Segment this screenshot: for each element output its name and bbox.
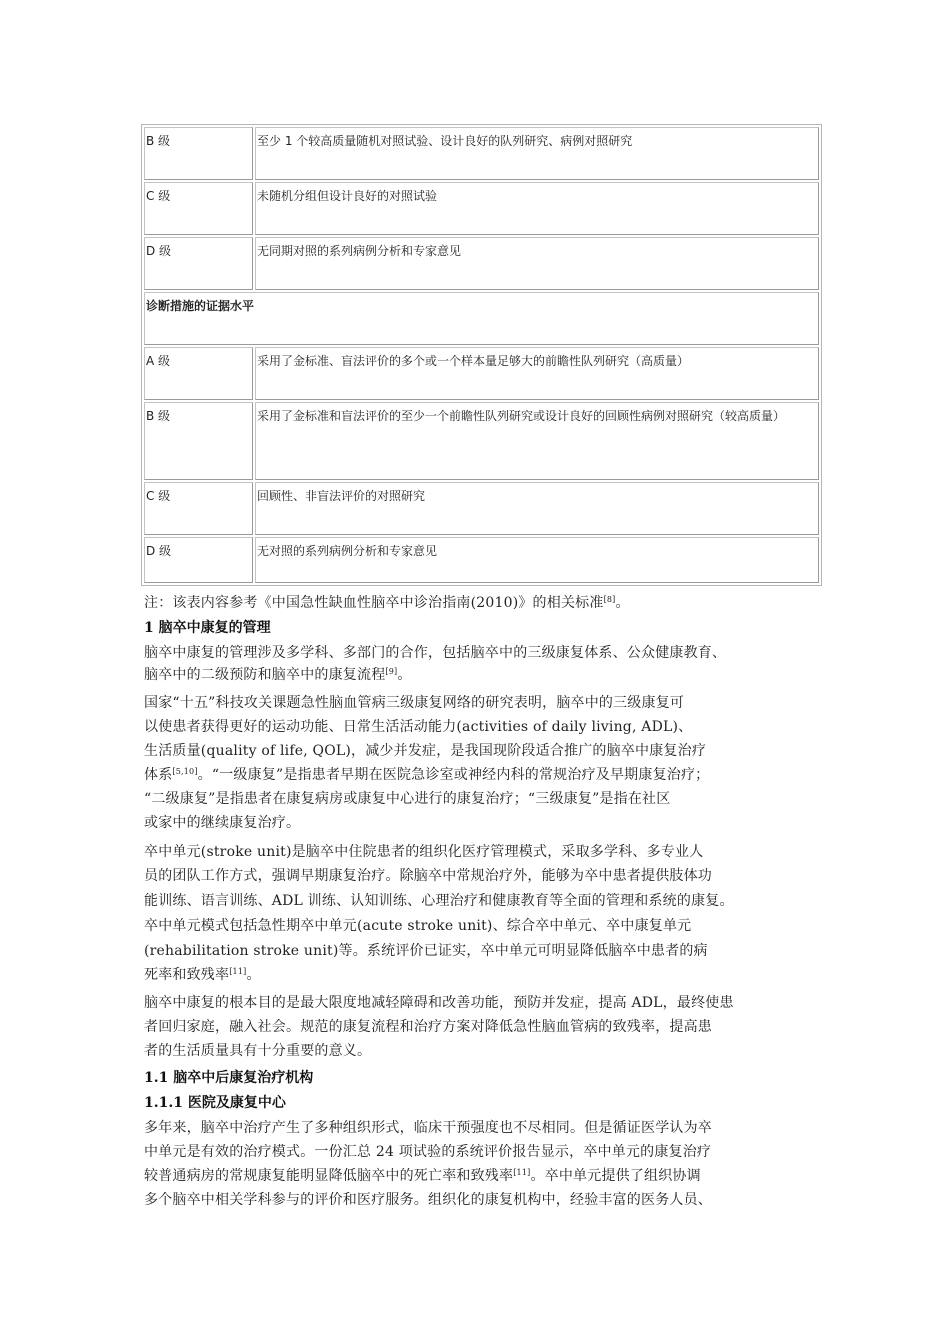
description-cell: 无同期对照的系列病例分析和专家意见	[257, 244, 462, 258]
description-cell: 回顾性、非盲法评价的对照研究	[257, 489, 426, 503]
table-note: 注：该表内容参考《中国急性缺血性脑卒中诊治指南(2010)》的相关标准[8]。	[144, 595, 630, 611]
evidence-level-table	[141, 124, 822, 586]
paragraph-line: 脑卒中的二级预防和脑卒中的康复流程[9]。	[144, 667, 412, 683]
citation: [11]	[229, 967, 247, 976]
section-heading: 1 脑卒中康复的管理	[144, 620, 271, 636]
table-row	[144, 537, 819, 583]
paragraph-line: 或家中的继续康复治疗。	[144, 815, 301, 831]
paragraph-line: 体系[5,10]。“一级康复”是指患者早期在医院急诊室或神经内科的常规治疗及早期康复治疗；	[144, 767, 710, 783]
paragraph-line: 多个脑卒中相关学科参与的评价和医疗服务。组织化的康复机构中，经验丰富的医务人员、	[144, 1192, 712, 1208]
paragraph-line: 国家“十五”科技攻关课题急性脑血管病三级康复网络的研究表明，脑卒中的三级康复可	[144, 695, 685, 711]
table-row	[144, 182, 819, 235]
paragraph-line: 员的团队工作方式，强调早期康复治疗。除脑卒中常规治疗外，能够为卒中患者提供肢体功	[144, 868, 712, 884]
level-cell: A 级	[146, 354, 171, 368]
paragraph-line: 多年来，脑卒中治疗产生了多种组织形式，临床干预强度也不尽相同。但是循证医学认为卒	[144, 1120, 712, 1136]
citation: [9]	[385, 667, 398, 676]
table-row	[144, 402, 819, 480]
description-cell: 无对照的系列病例分析和专家意见	[257, 544, 438, 558]
paragraph-line: 较普通病房的常规康复能明显降低脑卒中的死亡率和致残率[11]。卒中单元提供了组织协调	[144, 1168, 701, 1184]
citation: [5,10]	[172, 767, 198, 776]
paragraph-line: 卒中单元(stroke unit)是脑卒中住院患者的组织化医疗管理模式，采取多学科、多专业人	[144, 844, 704, 860]
description-cell: 至少 1 个较高质量随机对照试验、设计良好的队列研究、病例对照研究	[257, 134, 633, 148]
description-cell: 采用了金标准和盲法评价的至少一个前瞻性队列研究或设计良好的回顾性病例对照研究（较高质量）	[257, 409, 786, 423]
section-heading: 诊断措施的证据水平	[146, 299, 255, 313]
paragraph-line: 生活质量(quality of life, QOL)，减少并发症，是我国现阶段适合推广的脑卒中康复治疗	[144, 743, 707, 759]
table-row	[144, 347, 819, 400]
paragraph-line: (rehabilitation stroke unit)等。系统评价已证实，卒中单元可明显降低脑卒中患者的病	[144, 943, 708, 959]
table-section-row	[144, 292, 819, 345]
section-heading: 1.1 脑卒中后康复治疗机构	[144, 1070, 314, 1086]
paragraph-line: 者的生活质量具有十分重要的意义。	[144, 1043, 372, 1059]
citation: [11]	[513, 1168, 531, 1177]
paragraph-line: 脑卒中康复的管理涉及多学科、多部门的合作，包括脑卒中的三级康复体系、公众健康教育、	[144, 645, 727, 661]
paragraph-line: 卒中单元模式包括急性期卒中单元(acute stroke unit)、综合卒中单元、卒中康复单元	[144, 918, 692, 934]
level-cell: B 级	[146, 409, 171, 423]
paragraph-line: 能训练、语言训练、ADL 训练、认知训练、心理治疗和健康教育等全面的管理和系统的康复。	[144, 893, 734, 909]
paragraph-line: “二级康复”是指患者在康复病房或康复中心进行的康复治疗；“三级康复”是指在社区	[144, 791, 671, 807]
table-row	[144, 237, 819, 290]
description-cell: 采用了金标准、盲法评价的多个或一个样本量足够大的前瞻性队列研究（高质量）	[257, 354, 690, 368]
paragraph-line: 以使患者获得更好的运动功能、日常生活活动能力(activities of daily living, ADL)、	[144, 719, 693, 735]
citation: [8]	[603, 595, 616, 604]
level-cell: D 级	[146, 244, 172, 258]
level-cell: C 级	[146, 489, 171, 503]
paragraph-line: 者回归家庭，融入社会。规范的康复流程和治疗方案对降低急性脑血管病的致残率，提高患	[144, 1019, 712, 1035]
paragraph-line: 中单元是有效的治疗模式。一份汇总 24 项试验的系统评价报告显示，卒中单元的康复治疗	[144, 1144, 712, 1160]
subsection-heading: 1.1.1 医院及康复中心	[144, 1095, 286, 1111]
table-row	[144, 482, 819, 535]
paragraph-line: 死率和致残率[11]。	[144, 967, 261, 983]
level-cell: C 级	[146, 189, 171, 203]
paragraph-line: 脑卒中康复的根本目的是最大限度地减轻障碍和改善功能，预防并发症，提高 ADL，最终使患	[144, 995, 734, 1011]
level-cell: B 级	[146, 134, 171, 148]
level-cell: D 级	[146, 544, 172, 558]
description-cell: 未随机分组但设计良好的对照试验	[257, 189, 438, 203]
table-row	[144, 127, 819, 180]
